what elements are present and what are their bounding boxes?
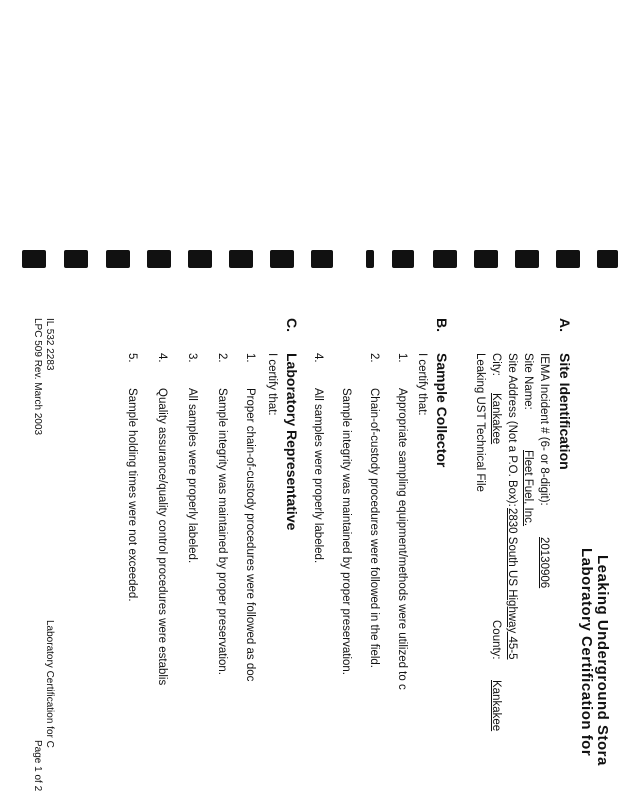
section-b-item-text: Appropriate sampling equipment/methods were utilized to c [396,388,408,690]
footer-form-title: Laboratory Certification for C [44,620,55,748]
section-c-item-text: All samples were properly labeled. [186,388,198,564]
form-title-line-2: Laboratory Certification for [578,548,595,757]
section-c-letter: C. [284,318,300,332]
section-c-item-text: Sample integrity was maintained by proper preservation. [216,388,228,676]
section-b-item-number: 1. [396,353,408,363]
form-revision: LPC 509 Rev. March 2003 [32,318,43,436]
section-a-letter: A. [557,318,573,332]
incident-value: 20130906 [538,537,550,589]
form-id: IL 532 2283 [44,318,55,371]
city-label: City: [490,353,502,376]
section-c-item-number: 1. [244,353,256,363]
form-title-line-1: Leaking Underground Stora [594,555,611,766]
site-name-value: Fleet Fuel, Inc. [522,450,534,527]
section-b-item-text: Sample integrity was maintained by proper preservation. [340,388,352,676]
section-c-heading: Laboratory Representative [284,353,300,531]
technical-file-label: Leaking UST Technical File [474,353,486,492]
county-label: County: [490,620,502,660]
section-b-item-number: 4. [312,353,324,363]
site-address-label: Site Address (Not a P.O. Box): [506,353,518,507]
section-b-item-number: 2. [368,353,380,363]
section-b-certify: I certify that: [416,353,428,416]
incident-label: IEMA Incident # (6- or 8-digit): [538,353,550,506]
section-c-item-number: 2. [216,353,228,363]
page-number: Page 1 of 2 [32,740,43,792]
city-value: Kankakee [490,393,502,445]
section-c-item-text: Sample holding times were not exceeded. [126,388,138,602]
section-b-heading: Sample Collector [434,353,450,468]
section-c-item-number: 3. [186,353,198,363]
section-b-item-text: Chain-of-custody procedures were followed in the field. [368,388,380,668]
site-address-value: 2830 South US Highway 45-5 [506,508,518,660]
site-name-label: Site Name: [522,353,534,410]
county-value: Kankakee [490,680,502,732]
section-b-letter: B. [434,318,450,332]
section-c-item-text: Proper chain-of-custody procedures were followed as doc [244,388,256,682]
section-c-item-text: Quality assurance/quality control procedures were establis [156,388,168,686]
section-c-item-number: 4. [156,353,168,363]
section-c-item-number: 5. [126,353,138,363]
section-b-item-text: All samples were properly labeled. [312,388,324,564]
section-a-heading: Site Identification [557,353,573,470]
section-c-certify: I certify that: [266,353,278,416]
